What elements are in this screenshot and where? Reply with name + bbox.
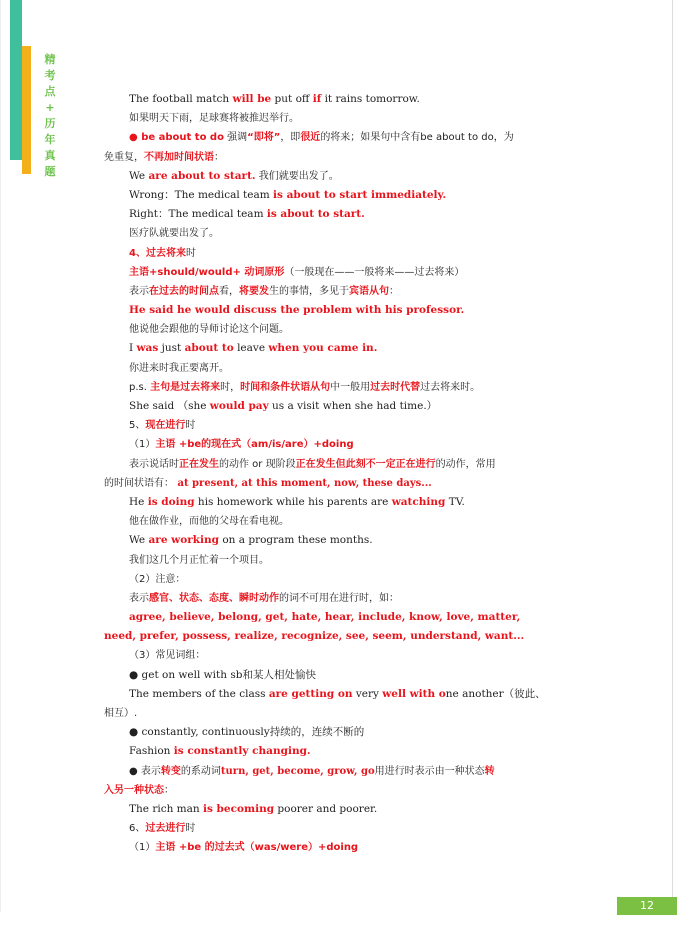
- rule-note: [104, 474, 578, 493]
- text: 我们这几个月正忙着一个项目。: [129, 554, 269, 566]
- highlight: when you came in.: [268, 342, 378, 355]
- bullet-icon: ●: [129, 765, 138, 777]
- text: 时: [185, 420, 196, 432]
- text: 相互）.: [104, 708, 138, 719]
- highlight: turn, get, become, grow, go: [220, 765, 375, 777]
- highlight: are about to start.: [148, 169, 256, 182]
- text: 6、: [129, 823, 146, 835]
- example-sentence: [104, 704, 578, 723]
- text: 免重复，: [104, 151, 144, 163]
- text: 的动作 or 现阶段: [219, 458, 296, 470]
- decor-bar-yellow: [22, 46, 31, 174]
- side-char: 历: [44, 117, 56, 130]
- example-sentence: [104, 186, 578, 205]
- highlight: 很近: [300, 132, 321, 144]
- formula: [104, 263, 578, 282]
- highlight: He said he would discuss the problem with his professor.: [129, 304, 465, 317]
- highlight: about to: [184, 342, 234, 355]
- text: p.s.: [129, 381, 151, 393]
- text: 表示说话时: [129, 458, 179, 470]
- text: （2）注意：: [129, 573, 186, 585]
- text: 用进行时表示由一种状态: [374, 765, 485, 777]
- text: 时，: [220, 381, 241, 393]
- highlight: was: [136, 342, 159, 355]
- text: very: [352, 687, 383, 700]
- highlight: 主语 +be 的过去式（was/were）+doing: [155, 842, 359, 854]
- highlight: is about to start.: [266, 208, 365, 221]
- text: 过去将来时。: [420, 381, 481, 393]
- example-sentence: [104, 800, 578, 819]
- text: ne another（彼此、: [445, 687, 546, 700]
- sub-heading: [104, 570, 578, 589]
- text: us a visit when she had time.）: [268, 400, 438, 412]
- text: constantly, continuously持续的，连续不断的: [138, 726, 365, 739]
- rule-note: [104, 589, 578, 608]
- translation: [104, 359, 578, 378]
- highlight: 入另一种状态: [104, 784, 164, 796]
- highlight: is doing: [147, 495, 195, 508]
- highlight: 在过去的时间点: [149, 285, 219, 297]
- translation: [104, 320, 578, 339]
- text: 表示: [129, 592, 149, 604]
- example-sentence: [104, 397, 578, 416]
- text: 生的事情，多见于: [269, 285, 349, 297]
- sub-heading: [104, 646, 578, 665]
- highlight: 将要发: [239, 285, 269, 297]
- side-char: 题: [44, 165, 56, 178]
- section-heading: [104, 244, 578, 263]
- highlight: need, prefer, possess, realize, recognize, see, seem, understand, want...: [104, 630, 525, 643]
- text: 的系动词: [180, 765, 221, 777]
- text: it rains tomorrow.: [321, 93, 420, 105]
- example-sentence: [104, 167, 578, 186]
- example-sentence: [104, 301, 578, 320]
- highlight: 宾语从句: [349, 285, 389, 297]
- text: TV.: [445, 495, 465, 508]
- highlight: are working: [148, 534, 219, 547]
- highlight: 不再加时间状语: [144, 151, 214, 163]
- rule-note: [104, 455, 578, 474]
- word-list: [104, 608, 578, 627]
- example-sentence: [104, 205, 578, 224]
- highlight: 正在发生但此刻不一定正在进行: [295, 458, 436, 470]
- text: 医疗队就要出发了。: [129, 228, 219, 240]
- text: 时: [185, 247, 196, 259]
- phrase-item: [104, 723, 578, 742]
- text: just: [158, 342, 185, 355]
- highlight: 转变: [160, 765, 181, 777]
- highlight: watching: [391, 495, 446, 508]
- phrase-item: [104, 762, 578, 781]
- highlight: is constantly changing.: [173, 745, 311, 758]
- highlight: 主语 +be的现在式（am/is/are）+doing: [155, 439, 354, 451]
- word-list: [104, 627, 578, 646]
- highlight: 过去将来: [145, 247, 186, 259]
- highlight: 过去将来: [180, 381, 221, 393]
- text: 的时间状语有：: [104, 477, 174, 489]
- text: 他在做作业，而他的父母在看电视。: [129, 516, 289, 528]
- highlight: will be: [232, 93, 272, 105]
- text: （3）常见词组：: [129, 650, 206, 662]
- translation: [104, 551, 578, 570]
- text: 表示: [129, 285, 149, 297]
- rule-note: [104, 128, 578, 147]
- text: Fashion: [129, 745, 174, 758]
- example-sentence: [104, 531, 578, 550]
- bullet-icon: ●: [129, 668, 139, 681]
- text: 如果明天下雨，足球赛将被推迟举行。: [129, 113, 299, 125]
- decor-bar-green: [10, 0, 22, 160]
- text: ：: [214, 151, 224, 163]
- text: 时: [185, 823, 196, 835]
- text: I: [129, 342, 137, 355]
- highlight: agree, believe, belong, get, hate, hear, include, know, love, matter,: [129, 611, 521, 624]
- side-char: 真: [44, 149, 56, 162]
- phrase-item: [104, 666, 578, 685]
- bullet-icon: ●: [129, 726, 139, 739]
- page-number: 12: [617, 897, 677, 915]
- text: The members of the class: [129, 687, 269, 700]
- rule-note: [104, 148, 578, 167]
- highlight: “即将”: [247, 132, 281, 144]
- highlight: are getting on: [268, 687, 353, 700]
- text: get on well with sb和某人相处愉快: [138, 668, 316, 681]
- text: She said （she: [129, 400, 210, 412]
- text: Right：The medical team: [129, 208, 267, 221]
- highlight: 感官、状态、态度、瞬时动作: [149, 592, 279, 604]
- text: ：: [164, 784, 174, 796]
- text: 我们就要出发了。: [255, 170, 339, 182]
- section-heading: [104, 416, 578, 435]
- text: We: [129, 534, 149, 547]
- formula: [104, 838, 578, 857]
- section-heading: [104, 819, 578, 838]
- text: 你进来时我正要离开。: [129, 362, 229, 374]
- text: （1）: [129, 842, 156, 854]
- text: Wrong：The medical team: [129, 188, 274, 201]
- highlight: 主句是: [150, 381, 181, 393]
- text: The football match: [129, 93, 233, 105]
- text: 他说他会跟他的导师讨论这个问题。: [129, 324, 289, 336]
- text: He: [129, 495, 148, 508]
- example-sentence: [104, 90, 578, 109]
- page-body: [104, 90, 578, 858]
- translation: [104, 512, 578, 531]
- highlight: 主语+should/would+ 动词原形: [129, 266, 285, 278]
- highlight: well with o: [382, 687, 446, 700]
- translation: [104, 224, 578, 243]
- text: put off: [271, 93, 313, 105]
- side-section-title: [42, 52, 58, 180]
- highlight: 正在发生: [179, 458, 219, 470]
- text: ，即: [280, 132, 301, 144]
- highlight: if: [312, 93, 322, 105]
- example-sentence: [104, 493, 578, 512]
- side-char: 考: [44, 69, 56, 82]
- rule-note: [104, 282, 578, 301]
- text: 的动作，常用: [435, 458, 496, 470]
- text: We: [129, 169, 149, 182]
- highlight: 时间和条件状语从句: [240, 381, 331, 393]
- formula: [104, 435, 578, 454]
- highlight: 4、: [129, 247, 146, 259]
- highlight: would pay: [209, 400, 269, 412]
- side-char: +: [45, 101, 55, 114]
- example-sentence: [104, 742, 578, 761]
- text: The rich man: [129, 802, 203, 815]
- text: 中一般用: [330, 381, 371, 393]
- text: 强调: [223, 132, 248, 144]
- example-sentence: [104, 685, 578, 704]
- text: leave: [233, 342, 269, 355]
- text: 的将来；如果句中含有be about to do，为: [320, 132, 514, 144]
- text: 看，: [219, 285, 239, 297]
- text: on a program these months.: [219, 534, 373, 547]
- highlight: 现在进行: [145, 420, 186, 432]
- text: （一般现在——一般将来——过去将来）: [284, 266, 465, 278]
- highlight: be about to do: [137, 132, 224, 144]
- highlight: 过去时代替: [370, 381, 421, 393]
- text: 5、: [129, 420, 146, 432]
- translation: [104, 109, 578, 128]
- highlight: is about to start immediately.: [273, 188, 447, 201]
- text: （1）: [129, 439, 156, 451]
- rule-note: [104, 378, 578, 397]
- example-sentence: [104, 339, 578, 358]
- phrase-item: [104, 781, 578, 800]
- bullet-icon: ●: [129, 132, 138, 144]
- text: 的词不可用在进行时，如：: [279, 592, 399, 604]
- side-char: 年: [44, 133, 56, 146]
- text: ：: [389, 285, 399, 297]
- text: poorer and poorer.: [274, 802, 378, 815]
- page-left-edge: [0, 0, 1, 912]
- highlight: is becoming: [203, 802, 275, 815]
- side-char: 点: [44, 85, 56, 98]
- page-right-edge: [672, 0, 673, 912]
- side-char: 精: [44, 53, 56, 66]
- text: his homework while his parents are: [194, 495, 392, 508]
- text: 表示: [137, 765, 161, 777]
- highlight: 过去进行: [145, 823, 186, 835]
- highlight: 转: [484, 765, 495, 777]
- highlight: at present, at this moment, now, these days...: [174, 477, 432, 489]
